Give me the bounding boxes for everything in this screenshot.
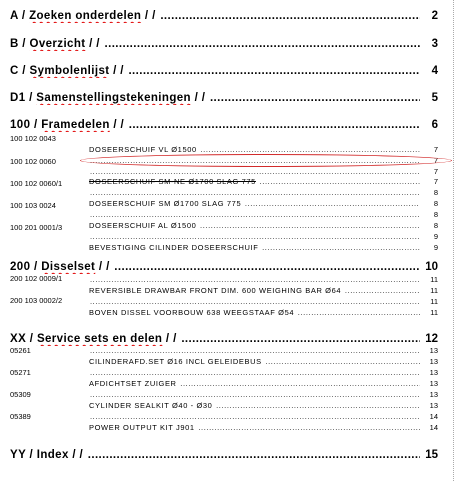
part-code: 200 102 0009/1 bbox=[10, 274, 63, 283]
entry-page-number: 2 bbox=[420, 9, 438, 23]
item-page-number: 11 bbox=[420, 286, 438, 295]
item-title: REVERSIBLE DRAWBAR FRONT DIM. 600 WEIGHING BAR Ø64 bbox=[89, 286, 342, 295]
entry-title[interactable]: Zoeken onderdelen bbox=[29, 10, 142, 22]
entry-title[interactable]: Overzicht bbox=[29, 38, 86, 50]
entry-page-number: 4 bbox=[420, 64, 438, 78]
item-page-number: 11 bbox=[420, 297, 438, 306]
entry-prefix: D1 / bbox=[10, 92, 37, 104]
item-page-number: 13 bbox=[420, 390, 438, 399]
item-page-number: 8 bbox=[420, 199, 438, 208]
entry-prefix: 200 / bbox=[10, 261, 42, 273]
entry-title[interactable]: Service sets en delen bbox=[36, 333, 163, 345]
item-title: POWER OUTPUT KIT J901 bbox=[89, 423, 195, 432]
entry-suffix: / / bbox=[85, 38, 100, 50]
item-page-number: 8 bbox=[420, 210, 438, 219]
entry-prefix: XX / bbox=[10, 333, 37, 345]
item-title bbox=[89, 188, 90, 197]
entry-prefix: A / bbox=[10, 10, 30, 22]
entry-suffix: / / bbox=[109, 119, 125, 131]
entry-suffix: / / bbox=[95, 261, 110, 273]
item-page-number: 14 bbox=[420, 412, 438, 421]
item-page-number: 13 bbox=[420, 379, 438, 388]
item-title: DOSEERSCHUIF SM Ø1700 SLAG 775 bbox=[89, 199, 242, 208]
item-page-number: 7 bbox=[420, 167, 438, 176]
entry-page-number: 10 bbox=[420, 260, 438, 274]
part-code: 100 201 0001/3 bbox=[10, 223, 63, 232]
part-code: 100 102 0060/1 bbox=[10, 179, 63, 188]
item-page-number: 13 bbox=[420, 357, 438, 366]
item-title: BOVEN DISSEL VOORBOUW 638 WEEGSTAAF Ø54 bbox=[89, 308, 295, 317]
part-code: 05271 bbox=[10, 368, 31, 377]
item-title bbox=[89, 210, 90, 219]
item-page-number: 13 bbox=[420, 346, 438, 355]
item-page-number: 8 bbox=[420, 221, 438, 230]
item-title bbox=[89, 167, 90, 176]
part-code: 100 103 0024 bbox=[10, 201, 56, 210]
item-page-number: 9 bbox=[420, 243, 438, 252]
entry-suffix: / / bbox=[141, 10, 156, 22]
item-title: DOSEERSCHUIF AL Ø1500 bbox=[89, 221, 197, 230]
entry-title[interactable]: Samenstellingstekeningen bbox=[36, 92, 191, 104]
entry-prefix: YY / bbox=[10, 449, 37, 461]
item-page-number: 7 bbox=[420, 145, 438, 154]
item-title: DOSEERSCHUIF SM-NE Ø1700 SLAG 775 bbox=[89, 177, 256, 186]
entry-page-number: 3 bbox=[420, 37, 438, 51]
part-code: 200 103 0002/2 bbox=[10, 296, 63, 305]
item-title: DOSEERSCHUIF VL Ø1500 bbox=[89, 145, 197, 154]
red-annotation-ellipse bbox=[80, 154, 452, 167]
entry-page-number: 12 bbox=[420, 332, 438, 346]
item-page-number: 7 bbox=[420, 177, 438, 186]
entry-title[interactable]: Framedelen bbox=[41, 119, 110, 131]
entry-page-number: 5 bbox=[420, 91, 438, 105]
part-code: 05261 bbox=[10, 346, 31, 355]
part-code: 100 102 0060 bbox=[10, 157, 56, 166]
entry-page-number: 15 bbox=[420, 448, 438, 462]
item-title: CYLINDER SEALKIT Ø40 - Ø30 bbox=[89, 401, 213, 410]
item-title bbox=[89, 275, 90, 284]
item-page-number: 7 bbox=[420, 156, 438, 165]
entry-prefix: C / bbox=[10, 65, 30, 77]
part-code: 05309 bbox=[10, 390, 31, 399]
item-page-number: 11 bbox=[420, 308, 438, 317]
entry-prefix: 100 / bbox=[10, 119, 42, 131]
item-title: CILINDERAFD.SET Ø16 INCL GELEIDEBUS bbox=[89, 357, 262, 366]
item-page-number: 11 bbox=[420, 275, 438, 284]
entry-suffix: / / bbox=[162, 333, 177, 345]
item-title: AFDICHTSET ZUIGER bbox=[89, 379, 177, 388]
item-title bbox=[89, 346, 90, 355]
entry-suffix: / / bbox=[68, 449, 84, 461]
item-page-number: 14 bbox=[420, 423, 438, 432]
entry-page-number: 6 bbox=[420, 118, 438, 132]
entry-title[interactable]: Disselset bbox=[41, 261, 96, 273]
entry-suffix: / / bbox=[190, 92, 206, 104]
item-title bbox=[89, 232, 90, 241]
item-page-number: 8 bbox=[420, 188, 438, 197]
item-title bbox=[89, 412, 90, 421]
item-page-number: 13 bbox=[420, 368, 438, 377]
item-title bbox=[89, 297, 90, 306]
part-code: 100 102 0043 bbox=[10, 134, 56, 143]
item-title bbox=[89, 368, 90, 377]
entry-prefix: B / bbox=[10, 38, 30, 50]
entry-suffix: / / bbox=[109, 65, 124, 77]
item-title: BEVESTIGING CILINDER DOSEERSCHUIF bbox=[89, 243, 259, 252]
page-margin-line bbox=[453, 0, 454, 481]
item-page-number: 9 bbox=[420, 232, 438, 241]
item-title bbox=[89, 390, 90, 399]
entry-title[interactable]: Symbolenlijst bbox=[29, 65, 110, 77]
item-page-number: 13 bbox=[420, 401, 438, 410]
entry-title[interactable]: Index bbox=[36, 449, 69, 461]
part-code: 05389 bbox=[10, 412, 31, 421]
